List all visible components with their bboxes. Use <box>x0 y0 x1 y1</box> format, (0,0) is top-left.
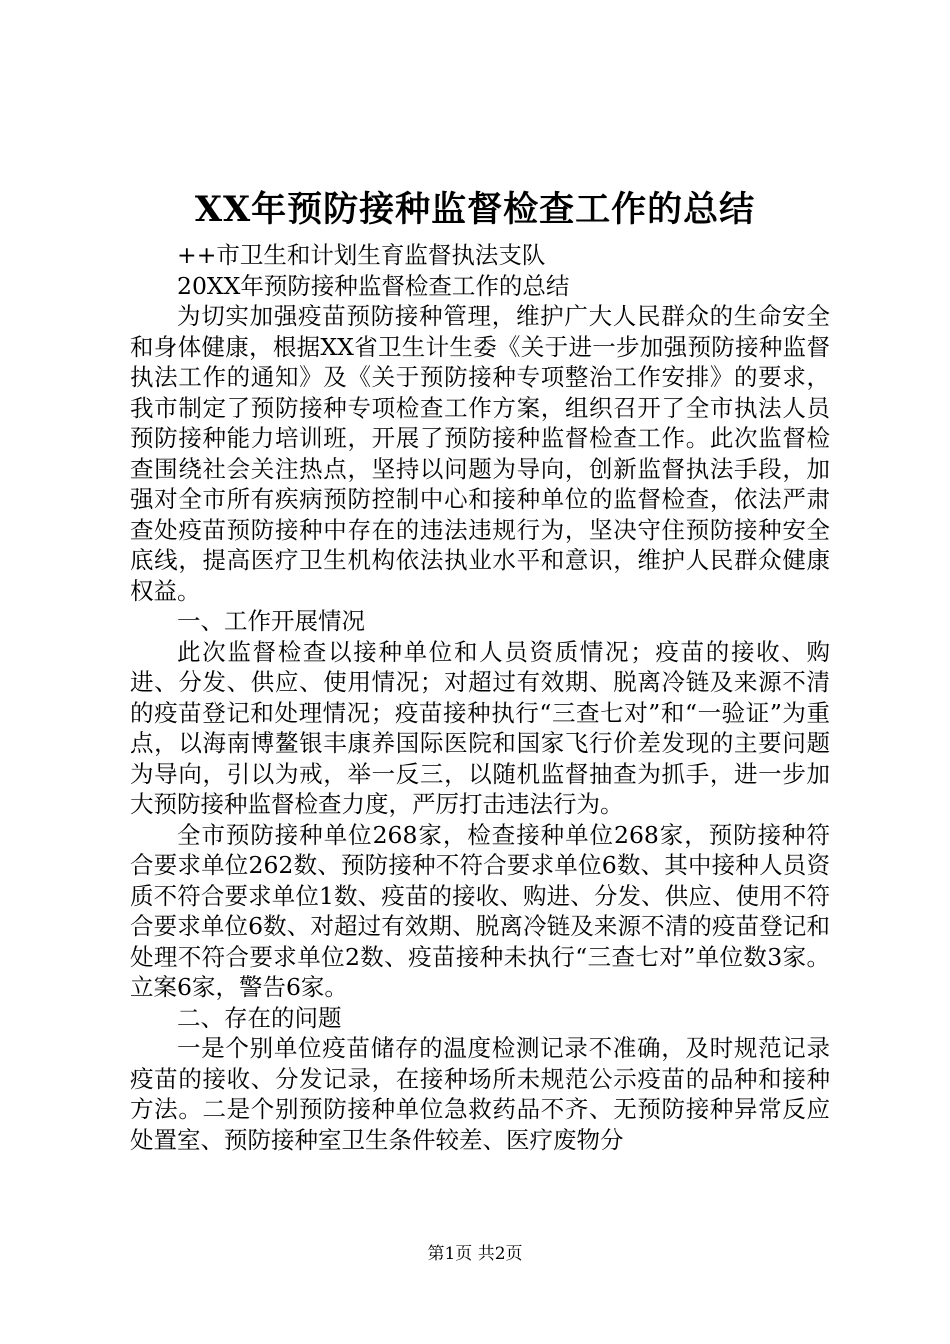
section-heading-problems: 二、存在的问题 <box>177 1003 342 1032</box>
issuing-department: ++市卫生和计划生育监督执法支队 <box>177 241 546 269</box>
inspection-focus-paragraph: 此次监督检查以接种单位和人员资质情况；疫苗的接收、购进、分发、供应、使用情况；对超过有效期、脱离冷链及来源不清的疫苗登记和处理情况；疫苗接种执行“三查七对”和“一验证”为重点，以海南博鳌银丰康养国际医院和国家飞行价差发现的主要问题为导向，引以为戒，举一反三，以随机监督抽查为抓手，进一步加大预防接种监督检查力度，严厉打击违法行为。 <box>130 637 830 818</box>
report-subtitle: 20XX年预防接种监督检查工作的总结 <box>177 271 570 300</box>
section-heading-work-progress: 一、工作开展情况 <box>177 607 365 635</box>
document-title: XX年预防接种监督检查工作的总结 <box>194 189 756 230</box>
document-body <box>130 240 830 1155</box>
inspection-statistics-paragraph: 全市预防接种单位268家，检查接种单位268家，预防接种符合要求单位262数、预防接种不符合要求单位6数、其中接种人员资质不符合要求单位1数、疫苗的接收、购进、分发、供应、使用不符合要求单位6数、对超过有效期、脱离冷链及来源不清的疫苗登记和处理不符合要求单位2数、疫苗接种未执行“三查七对”单位数3家。立案6家，警告6家。 <box>130 820 830 1001</box>
problems-paragraph: 一是个别单位疫苗储存的温度检测记录不准确，及时规范记录疫苗的接收、分发记录，在接种场所未规范公示疫苗的品种和接种方法。二是个别预防接种单位急救药品不齐、无预防接种异常反应处置室、预防接种室卫生条件较差、医疗废物分 <box>130 1034 830 1154</box>
page-footer: 第1页 共2页 <box>427 1244 523 1264</box>
intro-paragraph: 为切实加强疫苗预防接种管理，维护广大人民群众的生命安全和身体健康，根据XX省卫生计生委《关于进一步加强预防接种监督执法工作的通知》及《关于预防接种专项整治工作安排》的要求，我市制定了预防接种专项检查工作方案，组织召开了全市执法人员预防接种能力培训班，开展了预防接种监督检查工作。此次监督检查围绕社会关注热点，坚持以问题为导向，创新监督执法手段，加强对全市所有疾病预防控制中心和接种单位的监督检查，依法严肃查处疫苗预防接种中存在的违法违规行为，坚决守住预防接种安全底线，提高医疗卫生机构依法执业水平和意识，维护人民群众健康权益。 <box>130 302 830 605</box>
